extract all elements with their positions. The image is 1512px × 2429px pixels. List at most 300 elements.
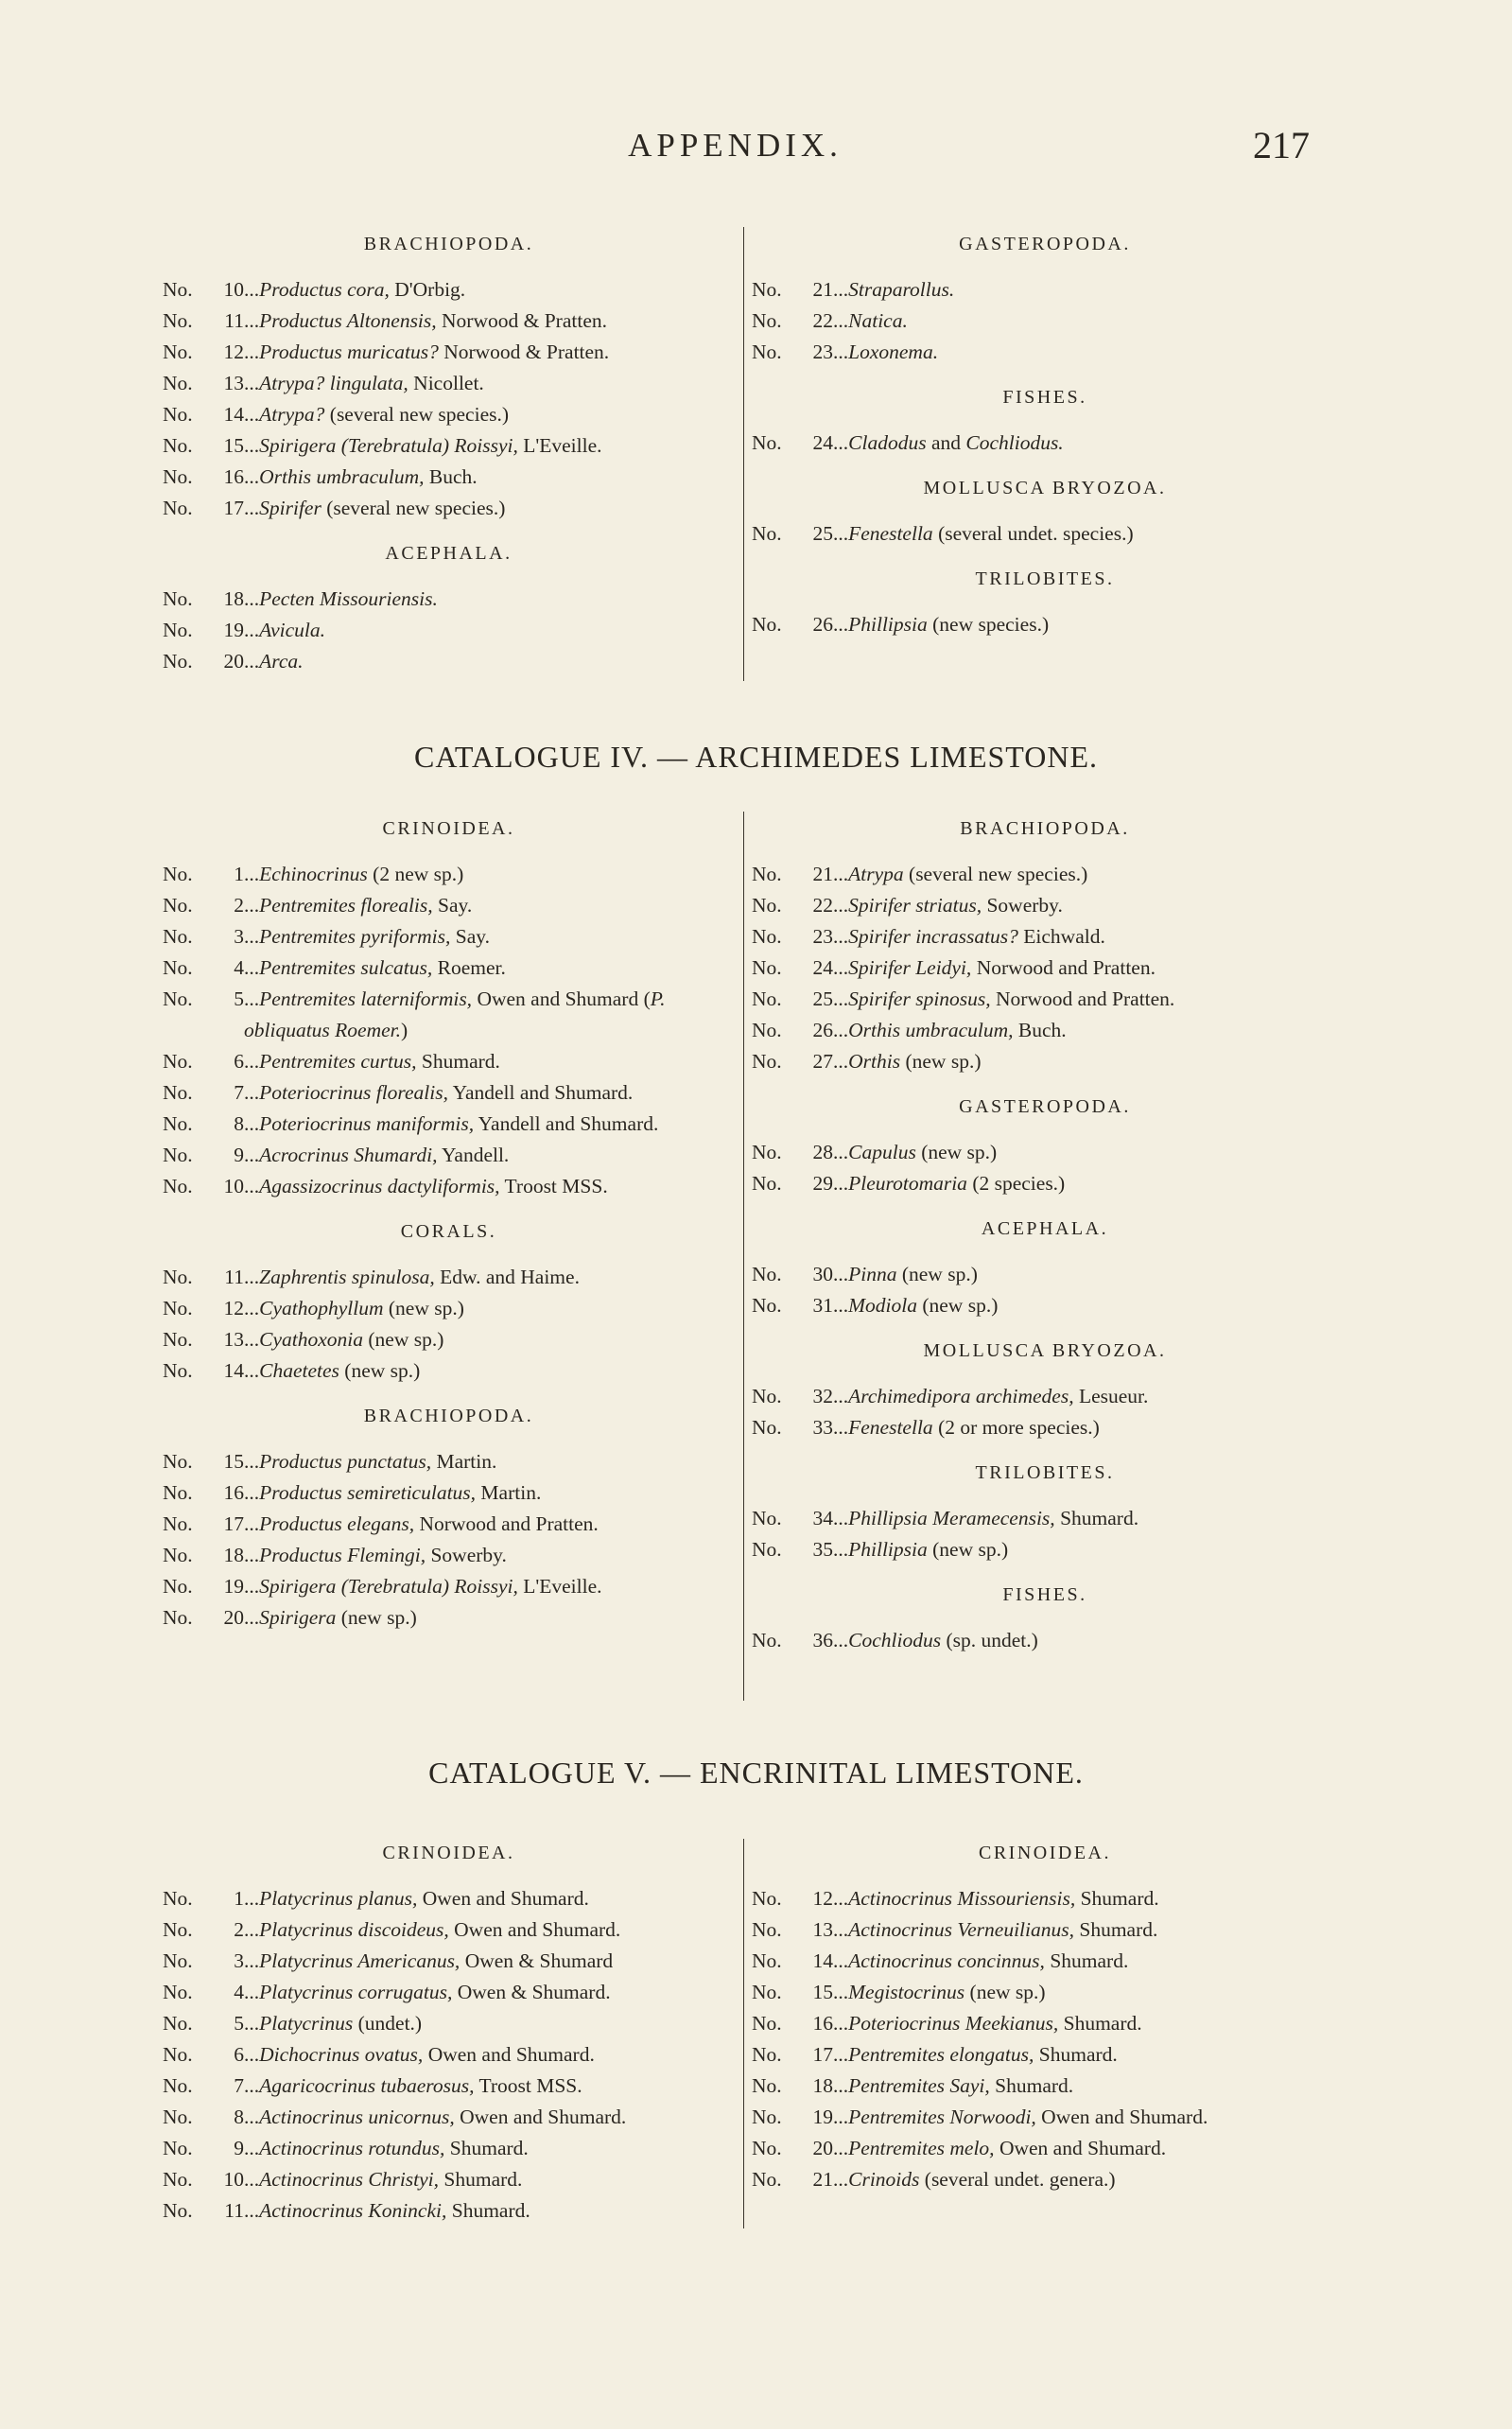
- section-heading: MOLLUSCA BRYOZOA.: [923, 1340, 1167, 1361]
- leader-dots: ...: [833, 1141, 849, 1163]
- entry-prefix: No.: [163, 863, 193, 885]
- entry-number: 26: [812, 613, 833, 636]
- leader-dots: ...: [244, 863, 260, 885]
- catalogue-entry: [163, 1171, 735, 1202]
- entry-number: 3: [234, 1949, 244, 1972]
- species-name: Megistocrinus: [848, 1981, 965, 2003]
- species-name: Productus punctatus,: [259, 1450, 432, 1473]
- catalogue-entry: [752, 1946, 1338, 1977]
- catalogue-entry: [752, 1534, 1338, 1565]
- leader-dots: ...: [244, 278, 260, 301]
- entry-number: 7: [234, 2074, 244, 2097]
- species-authority: Shumard.: [1034, 2043, 1118, 2066]
- species-authority: (several new species.): [903, 863, 1088, 885]
- species-authority: Owen and Shumard.: [417, 1887, 589, 1910]
- species-name: Natica.: [848, 309, 908, 332]
- leader-dots: ...: [833, 1294, 849, 1317]
- leader-dots: ...: [244, 1297, 260, 1319]
- species-authority: Owen and Shumard.: [994, 2137, 1167, 2159]
- entry-number: 19: [812, 2106, 833, 2128]
- entry-prefix: No.: [163, 2106, 193, 2128]
- entry-prefix: No.: [163, 1918, 193, 1941]
- leader-dots: ...: [833, 894, 849, 917]
- catalogue-entry: [163, 921, 735, 952]
- species-name: Cochliodus.: [965, 431, 1064, 454]
- leader-dots: ...: [244, 1112, 260, 1135]
- leader-dots: ...: [244, 372, 260, 394]
- entry-prefix: No.: [163, 1606, 193, 1629]
- entry-number: 23: [812, 925, 833, 948]
- species-authority: Shumard.: [1054, 1507, 1139, 1529]
- species-name: Pentremites curtus,: [259, 1050, 417, 1073]
- leader-dots: ...: [244, 1081, 260, 1104]
- entry-number: 15: [223, 434, 244, 457]
- species-authority: Sowerby.: [982, 894, 1063, 917]
- catalogue-entry: [752, 1290, 1338, 1321]
- section-heading: CRINOIDEA.: [382, 1843, 515, 1863]
- species-authority: (2 or more species.): [932, 1416, 1100, 1439]
- leader-dots: ...: [244, 497, 260, 519]
- section-heading: FISHES.: [1002, 387, 1087, 408]
- species-authority: Owen and Shumard (: [472, 987, 651, 1010]
- catalogue-entry: [752, 1137, 1338, 1168]
- entry-number: 16: [223, 465, 244, 488]
- species-authority: Shumard.: [1058, 2012, 1142, 2035]
- leader-dots: ...: [244, 434, 260, 457]
- entry-number: 19: [223, 619, 244, 641]
- leader-dots: ...: [244, 2199, 260, 2222]
- leader-dots: ...: [244, 2074, 260, 2097]
- species-name: Platycrinus discoideus,: [259, 1918, 449, 1941]
- species-name: Productus Flemingi,: [259, 1544, 426, 1566]
- catalogue-entry: [163, 1540, 735, 1571]
- species-authority: L'Eveille.: [517, 1575, 602, 1598]
- entry-prefix: No.: [752, 278, 782, 301]
- entry-number: 16: [223, 1481, 244, 1504]
- species-authority: Martin.: [476, 1481, 542, 1504]
- entry-prefix: No.: [163, 1297, 193, 1319]
- species-authority: (several new species.): [324, 403, 510, 426]
- entry-prefix: No.: [163, 2199, 193, 2222]
- species-authority: (several undet. species.): [932, 522, 1134, 545]
- entry-number: 10: [223, 278, 244, 301]
- entry-number: 32: [812, 1385, 833, 1407]
- entry-prefix: No.: [752, 863, 782, 885]
- catalogue-entry: [163, 2102, 735, 2133]
- leader-dots: ...: [244, 987, 260, 1010]
- species-authority: (new species.): [927, 613, 1050, 636]
- entry-prefix: No.: [163, 1144, 193, 1166]
- leader-dots: ...: [244, 1359, 260, 1382]
- entry-number: 15: [223, 1450, 244, 1473]
- species-name: Pecten Missouriensis.: [259, 587, 438, 610]
- leader-dots: ...: [244, 1481, 260, 1504]
- leader-dots: ...: [244, 1918, 260, 1941]
- catalogue-entry: [163, 615, 735, 646]
- section-heading: BRACHIOPODA.: [960, 818, 1130, 839]
- entry-number: 31: [812, 1294, 833, 1317]
- section-gap: [752, 1321, 1338, 1337]
- catalogue-entry: [752, 1883, 1338, 1914]
- entry-number: 9: [234, 1144, 244, 1166]
- right-column: [752, 230, 1338, 640]
- catalogue-entry: [752, 1412, 1338, 1443]
- catalogue-entry: [752, 337, 1338, 368]
- catalogue-entry: [752, 2071, 1338, 2102]
- species-name: Pentremites melo,: [848, 2137, 995, 2159]
- catalogue-entry: [752, 306, 1338, 337]
- leader-dots: ...: [833, 987, 849, 1010]
- species-name: Orthis umbraculum,: [259, 465, 425, 488]
- entry-prefix: No.: [163, 1887, 193, 1910]
- section-gap: [163, 1387, 735, 1402]
- species-authority: ): [401, 1019, 408, 1041]
- entry-number: 6: [234, 2043, 244, 2066]
- entry-prefix: No.: [163, 1112, 193, 1135]
- entry-prefix: No.: [752, 1507, 782, 1529]
- leader-dots: ...: [244, 465, 260, 488]
- entry-number: 5: [234, 987, 244, 1010]
- catalogue-entry: [163, 1914, 735, 1946]
- entry-number: 21: [812, 863, 833, 885]
- species-name: Platycrinus corrugatus,: [259, 1981, 453, 2003]
- catalogue-v-title: CATALOGUE V. — ENCRINITAL LIMESTONE.: [428, 1756, 1084, 1790]
- species-name: Actinocrinus Konincki,: [259, 2199, 447, 2222]
- leader-dots: ...: [833, 2012, 849, 2035]
- column-divider: [743, 1839, 744, 2228]
- entry-number: 24: [812, 431, 833, 454]
- entry-number: 12: [812, 1887, 833, 1910]
- species-name: Orthis: [848, 1050, 901, 1073]
- species-name: Spirifer: [259, 497, 322, 519]
- species-authority: Martin.: [431, 1450, 497, 1473]
- catalogue-entry: [163, 890, 735, 921]
- species-authority: Shumard.: [444, 2137, 529, 2159]
- right-column: [752, 1839, 1338, 2195]
- catalogue-entry: [163, 430, 735, 462]
- section-gap: [752, 550, 1338, 565]
- entry-number: 11: [224, 309, 244, 332]
- entry-number: 4: [234, 956, 244, 979]
- entry-number: 17: [812, 2043, 833, 2066]
- species-name: Loxonema.: [848, 341, 939, 363]
- species-name: Agassizocrinus dactyliformis,: [259, 1175, 500, 1197]
- catalogue-entry: [752, 2164, 1338, 2195]
- catalogue-entry: [163, 399, 735, 430]
- species-authority: Norwood and Pratten.: [990, 987, 1175, 1010]
- leader-dots: ...: [244, 341, 260, 363]
- catalogue-entry: [163, 493, 735, 524]
- entry-number: 21: [812, 2168, 833, 2191]
- entry-number: 19: [223, 1575, 244, 1598]
- species-authority: Nicollet.: [408, 372, 484, 394]
- entry-number: 13: [223, 372, 244, 394]
- section-gap: [752, 368, 1338, 383]
- entry-number: 14: [223, 1359, 244, 1382]
- entry-prefix: No.: [752, 341, 782, 363]
- species-name: Spirifer incrassatus?: [848, 925, 1018, 948]
- entry-prefix: No.: [163, 956, 193, 979]
- entry-number: 22: [812, 309, 833, 332]
- entry-number: 34: [812, 1507, 833, 1529]
- catalogue-entry: [752, 1015, 1338, 1046]
- species-name: Pentremites elongatus,: [848, 2043, 1034, 2066]
- entry-prefix: No.: [163, 2168, 193, 2191]
- leader-dots: ...: [833, 925, 849, 948]
- catalogue-entry: [163, 1602, 735, 1634]
- leader-dots: ...: [833, 613, 849, 636]
- leader-dots: ...: [833, 1416, 849, 1439]
- species-name: Atrypa? lingulata,: [259, 372, 408, 394]
- species-authority: Shumard.: [416, 1050, 500, 1073]
- species-name: Pinna: [848, 1263, 897, 1285]
- catalogue-iv-title: CATALOGUE IV. — ARCHIMEDES LIMESTONE.: [413, 740, 1099, 774]
- species-authority: Edw. and Haime.: [434, 1266, 580, 1288]
- section-heading: TRILOBITES.: [975, 1462, 1115, 1483]
- leader-dots: ...: [833, 309, 849, 332]
- catalogue-entry: [163, 1571, 735, 1602]
- entry-number: 27: [812, 1050, 833, 1073]
- species-name: Productus semireticulatus,: [259, 1481, 477, 1504]
- species-authority: (several undet. genera.): [919, 2168, 1116, 2191]
- entry-prefix: No.: [163, 894, 193, 917]
- entry-number: 18: [223, 587, 244, 610]
- entry-number: 28: [812, 1141, 833, 1163]
- species-authority: (new sp.): [339, 1359, 421, 1382]
- leader-dots: ...: [244, 2012, 260, 2035]
- entry-prefix: No.: [752, 2168, 782, 2191]
- section-gap: [752, 1199, 1338, 1214]
- entry-prefix: No.: [163, 465, 193, 488]
- entry-prefix: No.: [752, 1172, 782, 1195]
- species-name: Pentremites pyriformis,: [259, 925, 451, 948]
- section-heading: MOLLUSCA BRYOZOA.: [923, 478, 1167, 498]
- species-authority: (new sp.): [336, 1606, 417, 1629]
- leader-dots: ...: [244, 956, 260, 979]
- entry-number: 13: [812, 1918, 833, 1941]
- entry-prefix: No.: [752, 1294, 782, 1317]
- catalogue-entry: [752, 921, 1338, 952]
- catalogue-entry: [752, 1168, 1338, 1199]
- section-heading: ACEPHALA.: [385, 543, 513, 564]
- species-authority: (new sp.): [900, 1050, 982, 1073]
- leader-dots: ...: [244, 2168, 260, 2191]
- catalogue-entry: [752, 1914, 1338, 1946]
- entry-number: 17: [223, 1512, 244, 1535]
- catalogue-entry: [163, 1109, 735, 1140]
- species-name: Actinocrinus rotundus,: [259, 2137, 445, 2159]
- section-gap: [752, 1077, 1338, 1092]
- catalogue-entry: [752, 2008, 1338, 2039]
- species-name: Spirigera (Terebratula) Roissyi,: [259, 434, 518, 457]
- catalogue-entry: [163, 1946, 735, 1977]
- catalogue-entry: [163, 1077, 735, 1109]
- species-name: Phillipsia Meramecensis,: [848, 1507, 1055, 1529]
- species-authority: and: [926, 431, 966, 454]
- leader-dots: ...: [244, 1175, 260, 1197]
- entry-number: 14: [812, 1949, 833, 1972]
- section-heading: GASTEROPODA.: [959, 234, 1131, 254]
- species-name: Phillipsia: [848, 1538, 928, 1561]
- species-name: Actinocrinus concinnus,: [848, 1949, 1045, 1972]
- leader-dots: ...: [833, 1172, 849, 1195]
- entry-prefix: No.: [752, 1887, 782, 1910]
- species-name: Spirifer striatus,: [848, 894, 982, 917]
- entry-prefix: No.: [163, 925, 193, 948]
- entry-number: 25: [812, 987, 833, 1010]
- entry-prefix: No.: [752, 1981, 782, 2003]
- catalogue-entry: [752, 2133, 1338, 2164]
- catalogue-entry: [163, 1046, 735, 1077]
- species-authority: Norwood and Pratten.: [414, 1512, 599, 1535]
- leader-dots: ...: [833, 1629, 849, 1651]
- entry-prefix: No.: [752, 2012, 782, 2035]
- leader-dots: ...: [833, 1538, 849, 1561]
- species-name: Echinocrinus: [259, 863, 368, 885]
- leader-dots: ...: [244, 2137, 260, 2159]
- catalogue-entry: [163, 984, 735, 1046]
- species-authority: Say.: [432, 894, 473, 917]
- species-name: Platycrinus Americanus,: [259, 1949, 461, 1972]
- leader-dots: ...: [833, 431, 849, 454]
- entry-number: 1: [234, 863, 244, 885]
- entry-prefix: No.: [752, 1629, 782, 1651]
- entry-prefix: No.: [163, 341, 193, 363]
- catalogue-entry: [163, 368, 735, 399]
- leader-dots: ...: [833, 1887, 849, 1910]
- catalogue-entry: [752, 1046, 1338, 1077]
- leader-dots: ...: [833, 1981, 849, 2003]
- leader-dots: ...: [244, 1606, 260, 1629]
- section-gap: [163, 1202, 735, 1217]
- leader-dots: ...: [833, 1949, 849, 1972]
- species-name: Cochliodus: [848, 1629, 942, 1651]
- species-name: Straparollus.: [848, 278, 955, 301]
- species-authority: (new sp.): [927, 1538, 1009, 1561]
- entry-prefix: No.: [163, 1575, 193, 1598]
- leader-dots: ...: [244, 1949, 260, 1972]
- catalogue-entry: [163, 2071, 735, 2102]
- entry-number: 11: [224, 2199, 244, 2222]
- entry-prefix: No.: [752, 431, 782, 454]
- leader-dots: ...: [833, 2043, 849, 2066]
- species-authority: Troost MSS.: [499, 1175, 608, 1197]
- species-name: Pentremites Sayi,: [848, 2074, 990, 2097]
- species-authority: Owen and Shumard.: [454, 2106, 627, 2128]
- catalogue-entry: [163, 2133, 735, 2164]
- section-heading: CORALS.: [400, 1221, 497, 1242]
- species-name: Actinocrinus Christyi,: [259, 2168, 440, 2191]
- entry-prefix: No.: [752, 2074, 782, 2097]
- entry-number: 29: [812, 1172, 833, 1195]
- leader-dots: ...: [833, 863, 849, 885]
- species-name: Cyathophyllum: [259, 1297, 384, 1319]
- leader-dots: ...: [244, 1050, 260, 1073]
- entry-number: 12: [223, 1297, 244, 1319]
- leader-dots: ...: [244, 619, 260, 641]
- catalogue-entry: [752, 428, 1338, 459]
- species-authority: Say.: [450, 925, 490, 948]
- species-name: Actinocrinus Verneuilianus,: [848, 1918, 1074, 1941]
- entry-prefix: No.: [163, 1050, 193, 1073]
- entry-prefix: No.: [163, 1450, 193, 1473]
- entry-prefix: No.: [752, 894, 782, 917]
- entry-prefix: No.: [163, 587, 193, 610]
- species-name: Spirigera (Terebratula) Roissyi,: [259, 1575, 518, 1598]
- entry-prefix: No.: [163, 434, 193, 457]
- species-name: Fenestella: [848, 1416, 933, 1439]
- species-authority: Lesueur.: [1073, 1385, 1149, 1407]
- species-name: Pentremites florealis,: [259, 894, 433, 917]
- species-name: Chaetetes: [259, 1359, 339, 1382]
- entry-prefix: No.: [163, 1481, 193, 1504]
- species-name: Poteriocrinus florealis,: [259, 1081, 448, 1104]
- species-authority: (several new species.): [321, 497, 506, 519]
- catalogue-entry: [163, 1262, 735, 1293]
- entry-number: 14: [223, 403, 244, 426]
- species-authority: (new sp.): [915, 1141, 998, 1163]
- species-authority: (new sp.): [363, 1328, 444, 1351]
- entry-prefix: No.: [752, 2043, 782, 2066]
- page-number: 217: [1253, 124, 1310, 166]
- section-gap: [752, 1565, 1338, 1581]
- entry-prefix: No.: [163, 1544, 193, 1566]
- entry-prefix: No.: [752, 925, 782, 948]
- catalogue-entry: [752, 2102, 1338, 2133]
- leader-dots: ...: [833, 2074, 849, 2097]
- species-name: Poteriocrinus Meekianus,: [848, 2012, 1059, 2035]
- section-gap: [163, 524, 735, 539]
- catalogue-entry: [752, 1977, 1338, 2008]
- catalogue-entry: [163, 1977, 735, 2008]
- entry-prefix: No.: [752, 987, 782, 1010]
- catalogue-entry: [752, 1381, 1338, 1412]
- species-authority: Buch.: [424, 465, 478, 488]
- species-name: Pentremites sulcatus,: [259, 956, 433, 979]
- leader-dots: ...: [833, 2168, 849, 2191]
- entry-prefix: No.: [163, 2137, 193, 2159]
- entry-number: 25: [812, 522, 833, 545]
- entry-number: 8: [234, 1112, 244, 1135]
- entry-prefix: No.: [163, 1266, 193, 1288]
- species-name: Pentremites laterniformis,: [259, 987, 473, 1010]
- column-divider: [743, 812, 744, 1701]
- entry-number: 24: [812, 956, 833, 979]
- entry-number: 21: [812, 278, 833, 301]
- entry-prefix: No.: [163, 1359, 193, 1382]
- entry-number: 10: [223, 1175, 244, 1197]
- species-name: Spirigera: [259, 1606, 337, 1629]
- entry-prefix: No.: [163, 372, 193, 394]
- leader-dots: ...: [244, 1887, 260, 1910]
- catalogue-entry: [163, 2164, 735, 2195]
- section-heading: GASTEROPODA.: [959, 1096, 1131, 1117]
- catalogue-entry: [163, 646, 735, 677]
- species-name: Atrypa?: [259, 403, 325, 426]
- species-authority: Roemer.: [432, 956, 506, 979]
- species-name: Archimedipora archimedes,: [848, 1385, 1074, 1407]
- entry-number: 7: [234, 1081, 244, 1104]
- species-authority: Shumard.: [1074, 1918, 1158, 1941]
- catalogue-entry: [163, 1883, 735, 1914]
- species-authority: Owen and Shumard.: [448, 1918, 621, 1941]
- leader-dots: ...: [244, 2106, 260, 2128]
- species-authority: Shumard.: [439, 2168, 523, 2191]
- entry-number: 26: [812, 1019, 833, 1041]
- entry-prefix: No.: [163, 650, 193, 673]
- species-name: Arca.: [259, 650, 304, 673]
- leader-dots: ...: [833, 1019, 849, 1041]
